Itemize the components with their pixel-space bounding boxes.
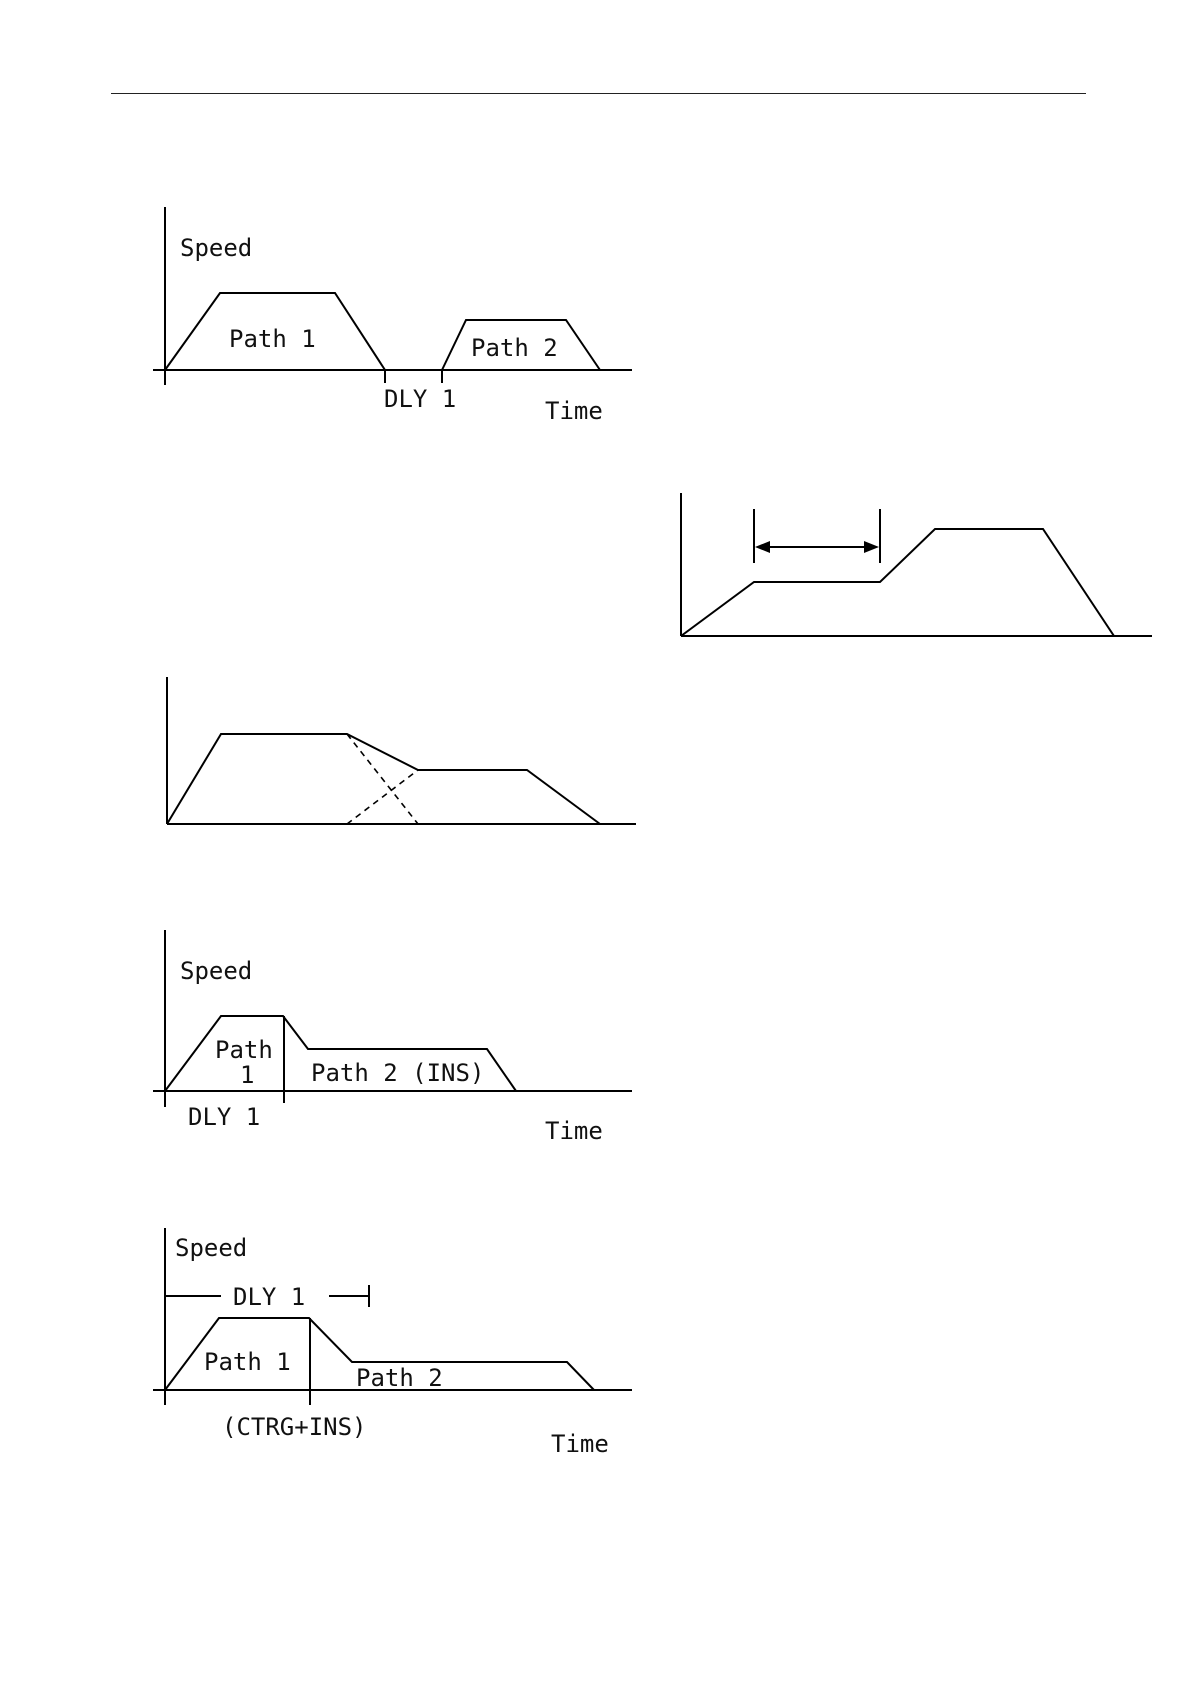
fig4-path-2-label: Path 2 (INS)	[311, 1059, 485, 1087]
fig5-path-1-label: Path 1	[204, 1348, 291, 1376]
figure-5-trigger-insert	[153, 1228, 632, 1458]
figure-1-delay-between-paths	[153, 207, 632, 425]
fig4-path-1-label-line1: Path	[215, 1036, 273, 1064]
fig3-path-1-decel-dashed	[347, 734, 418, 824]
fig1-delay-label: DLY 1	[384, 385, 457, 413]
fig5-y-axis-label: Speed	[175, 1234, 248, 1262]
fig4-delay-label: DLY 1	[188, 1103, 261, 1131]
fig5-delay-label: DLY 1	[233, 1283, 306, 1311]
fig4-path-1-label-line2: 1	[240, 1061, 255, 1089]
fig1-path-1-label: Path 1	[229, 325, 316, 353]
figure-2-dwell-span	[681, 493, 1152, 636]
fig2-speed-profile	[681, 529, 1114, 636]
dimension-arrow-icon	[755, 541, 879, 553]
fig4-x-axis-label: Time	[545, 1117, 603, 1145]
fig5-path-2-label: Path 2	[356, 1364, 443, 1392]
fig1-y-axis-label: Speed	[180, 234, 253, 262]
fig5-trigger-label: (CTRG+INS)	[222, 1413, 367, 1441]
fig1-path-2-label: Path 2	[471, 334, 558, 362]
fig1-x-axis-label: Time	[545, 397, 603, 425]
fig5-x-axis-label: Time	[551, 1430, 609, 1458]
figure-3-blended-transition	[167, 677, 636, 824]
figure-4-insert-path	[153, 930, 632, 1145]
fig4-y-axis-label: Speed	[180, 957, 253, 985]
